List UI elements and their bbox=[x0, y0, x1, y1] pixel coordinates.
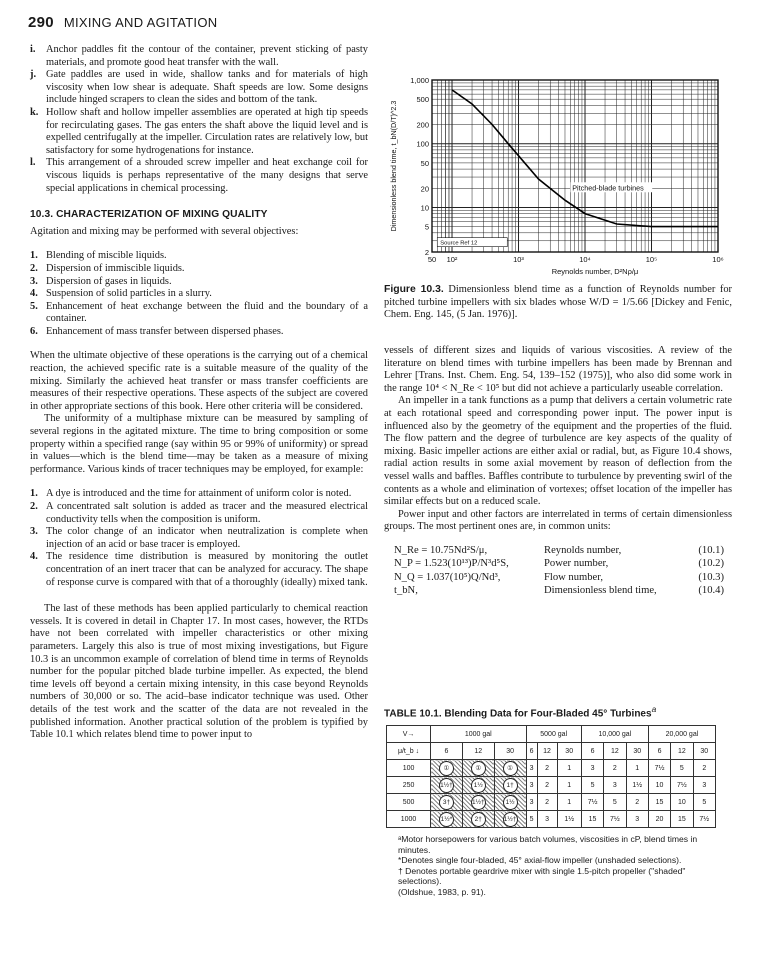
tracer-technique-marker: 4. bbox=[30, 551, 38, 563]
horsepower-cell: 2 bbox=[693, 760, 715, 777]
horsepower-cell bbox=[462, 794, 494, 811]
circled-value: 2† bbox=[471, 812, 486, 827]
tracer-technique-item bbox=[30, 488, 368, 501]
circled-value: ① bbox=[503, 761, 518, 776]
y-tick-label: 200 bbox=[416, 120, 429, 130]
y-tick-label: 50 bbox=[420, 158, 429, 168]
horsepower-cell: 5 bbox=[526, 811, 537, 828]
x-tick-label: 10⁴ bbox=[579, 255, 591, 264]
objective-marker: 4. bbox=[30, 288, 38, 300]
horsepower-cell bbox=[462, 811, 494, 828]
equation-name: Flow number, bbox=[544, 571, 604, 583]
objective-marker: 5. bbox=[30, 300, 38, 312]
horsepower-cell: 2 bbox=[537, 794, 557, 811]
horsepower-cell: 15 bbox=[581, 811, 603, 828]
equation-number: (10.3) bbox=[698, 571, 724, 583]
blend-time-header: 30 bbox=[494, 743, 526, 760]
section-intro: Agitation and mixing may be performed with several objectives: bbox=[30, 225, 299, 237]
horsepower-cell bbox=[431, 811, 463, 828]
circled-value: 1½ bbox=[471, 778, 486, 793]
circled-value: 1† bbox=[503, 778, 518, 793]
paragraph-dimensionless-groups: Power input and other factors are interrelated in terms of certain dimensionless groups. The most pertinent ones are, in common units: bbox=[384, 508, 732, 533]
impeller-type-text: This arrangement of a shrouded screw impeller and heat exchange coil for viscous liquids is perhaps representative of the many designs that serve special applications in chemical processing. bbox=[46, 157, 368, 194]
horsepower-cell bbox=[462, 760, 494, 777]
impeller-type-text: Hollow shaft and hollow impeller assemblies are operated at high tip speeds for recirculating gases. The gas enters the shaft above the liquid level and is expelled centrifugally at the impeller. Circulation rates are relatively low, but satisfactory for some hydrogenations for instance. bbox=[46, 106, 368, 156]
horsepower-cell bbox=[462, 777, 494, 794]
paragraph-rtd: The last of these methods has been applied particularly to chemical reaction vessels. It is covered in detail in Chapter 17. In most cases, however, the RTDs have not been correlated with impeller characteristics or other mixing parameters. Largely this also is true of most mixing investigations, but Figure 10.3 is an uncommon example of correlation of blend time in terms of Reynolds number for the popular pitched blade turbine impeller. As expected, the blend time levels off beyond a certain mixing intensity, in this case beyond Reynolds numbers of 30,000 or so. The acid–base indicator technique was used. Other details of the test work and the scatter of the data are not revealed in the published information. Another practical solution of the problem is typified by Table 10.1 which relates blend time to power input to bbox=[30, 603, 368, 741]
horsepower-cell: 15 bbox=[671, 811, 693, 828]
volume-header: 20,000 gal bbox=[648, 726, 715, 743]
viscosity-cell: 250 bbox=[387, 777, 431, 794]
horsepower-cell: 7½ bbox=[604, 811, 626, 828]
circled-value: 1½† bbox=[503, 812, 518, 827]
objective-item bbox=[30, 276, 368, 289]
table-footnote: *Denotes single four-bladed, 45° axial-flow impeller (unshaded selections). bbox=[398, 855, 682, 866]
figure-caption-text: Dimensionless blend time as a function of Reynolds number for pitched turbine impellers with six blades whose W/D = 1/5.66 [Dickey and Fenic, Chem. Eng. 145, (5 Jan. 1976)]. bbox=[384, 284, 733, 321]
equation-number: (10.4) bbox=[698, 585, 724, 597]
x-tick-label: 10⁵ bbox=[645, 255, 658, 264]
horsepower-cell: 2 bbox=[537, 760, 557, 777]
circled-value: 1½ bbox=[503, 795, 518, 810]
circled-value: 1½* bbox=[439, 812, 454, 827]
objective-text: Blending of miscible liquids. bbox=[46, 250, 167, 262]
table-footnote: ᵃMotor horsepowers for various batch volumes, viscosities in cP, blend times in minutes. bbox=[398, 834, 698, 855]
blend-time-header: 12 bbox=[537, 743, 557, 760]
horsepower-cell: 7½ bbox=[671, 777, 693, 794]
blend-time-header: 12 bbox=[671, 743, 693, 760]
figure-10-3 bbox=[384, 72, 732, 282]
horsepower-cell: 1½ bbox=[626, 777, 648, 794]
y-tick-label: 20 bbox=[420, 184, 429, 194]
page-number: 290 bbox=[28, 14, 54, 31]
blend-time-header: 30 bbox=[693, 743, 715, 760]
horsepower-cell: 1 bbox=[626, 760, 648, 777]
objective-item bbox=[30, 250, 368, 263]
equation-name: Reynolds number, bbox=[544, 544, 622, 556]
equation-number: (10.1) bbox=[698, 544, 724, 556]
circled-value: 1½† bbox=[471, 795, 486, 810]
objective-text: Dispersion of gases in liquids. bbox=[46, 275, 172, 287]
table-header-volumes bbox=[387, 726, 716, 743]
horsepower-cell: 5 bbox=[581, 777, 603, 794]
tracer-technique-text: The color change of an indicator when neutralization is complete when injection of an acid or base tracer is employed. bbox=[46, 526, 368, 550]
equation-row bbox=[394, 584, 732, 598]
table-10-1 bbox=[384, 704, 732, 897]
y-axis-label: Dimensionless blend time, t_bN(D/T)^2.3 bbox=[389, 100, 398, 232]
equation-expression: N_Q = 1.037(10⁵)Q/Nd³, bbox=[394, 571, 501, 583]
tracer-technique-marker: 2. bbox=[30, 501, 38, 512]
paragraph-impeller-pump: An impeller in a tank functions as a pump that delivers a certain volumetric rate at each rotational speed and corresponding power input. The power input is influenced also by the geometry of the equipment and the properties of the fluid. The flow pattern and the degree of turbulence are key aspects of the quality of mixing. Basic impeller actions are either axial or radial, but, as Figure 10.4 shows, radial action results in some axial movement by reason of deflection from the vessel walls and baffles. Baffles contribute to turbulence by preventing swirl of the contents as a whole and elimination of vortexes; offset location of the impeller has similar effects but on a reduced scale. bbox=[384, 395, 732, 508]
objective-item bbox=[30, 263, 368, 276]
table-footnote: (Oldshue, 1983, p. 91). bbox=[398, 886, 486, 897]
circled-value: 1½† bbox=[439, 778, 454, 793]
impeller-type-list bbox=[30, 44, 368, 195]
table-footnotes bbox=[384, 834, 728, 897]
objective-item bbox=[30, 288, 368, 301]
horsepower-cell: 3 bbox=[604, 777, 626, 794]
horsepower-cell bbox=[494, 794, 526, 811]
horsepower-cell: 1 bbox=[557, 794, 581, 811]
blend-time-header: 30 bbox=[557, 743, 581, 760]
paragraph-ultimate-objective: When the ultimate objective of these operations is the carrying out of a chemical reaction, the achieved specific rate is a suitable measure of the quality of the mixing. Similarly the achieved heat transfer or mass transfer coefficients are measures of their respective operations. These aspects of the subject are covered in other appropriate sections of this book. Here other criteria will be considered. bbox=[30, 350, 368, 412]
horsepower-cell bbox=[431, 760, 463, 777]
circled-value: ① bbox=[439, 761, 454, 776]
horsepower-cell: 15 bbox=[648, 794, 670, 811]
running-header bbox=[28, 14, 217, 31]
figure-caption-label: Figure 10.3. bbox=[384, 284, 444, 295]
table-row bbox=[387, 760, 716, 777]
blend-time-header: 12 bbox=[462, 743, 494, 760]
tracer-technique-item bbox=[30, 526, 368, 551]
equations-block bbox=[384, 544, 732, 598]
impeller-type-marker: i. bbox=[30, 44, 36, 55]
impeller-type-text: Gate paddles are used in wide, shallow tanks and for materials of high viscosity when low shear is adequate. Shaft speeds are low. Some designs include hinged scrapers to clean the sides and bottom of the tank. bbox=[46, 69, 368, 106]
table-corner-viscosity: μ/t_b ↓ bbox=[387, 743, 431, 760]
blend-time-header: 6 bbox=[581, 743, 603, 760]
horsepower-cell: 3 bbox=[693, 777, 715, 794]
tracer-technique-text: A dye is introduced and the time for attainment of uniform color is noted. bbox=[46, 488, 352, 500]
horsepower-cell: 5 bbox=[693, 794, 715, 811]
horsepower-cell: 3 bbox=[626, 811, 648, 828]
table-title-sup: a bbox=[651, 704, 657, 714]
x-axis-label: Reynolds number, D²Nρ/μ bbox=[551, 267, 639, 276]
objective-text: Enhancement of heat exchange between the fluid and the boundary of a container. bbox=[46, 300, 368, 325]
equation-name: Dimensionless blend time, bbox=[544, 585, 657, 597]
impeller-type-item bbox=[30, 157, 368, 195]
table-row bbox=[387, 777, 716, 794]
running-title: MIXING AND AGITATION bbox=[63, 15, 218, 30]
objective-marker: 3. bbox=[30, 275, 38, 287]
equation-row bbox=[394, 571, 732, 585]
blend-time-chart bbox=[384, 72, 732, 282]
horsepower-cell bbox=[494, 777, 526, 794]
objectives-list bbox=[30, 250, 368, 338]
x-tick-label: 10² bbox=[446, 255, 458, 264]
tracer-technique-item bbox=[30, 501, 368, 526]
horsepower-cell bbox=[431, 794, 463, 811]
objective-item bbox=[30, 301, 368, 326]
horsepower-cell: 20 bbox=[648, 811, 670, 828]
horsepower-cell: 7½ bbox=[693, 811, 715, 828]
objective-marker: 1. bbox=[30, 250, 38, 262]
section-heading: 10.3. CHARACTERIZATION OF MIXING QUALITY bbox=[30, 209, 268, 221]
figure-caption bbox=[384, 284, 732, 322]
y-tick-label: 10 bbox=[420, 203, 429, 213]
equation-expression: N_P = 1.523(10¹³)P/N³d⁵S, bbox=[394, 558, 509, 570]
objective-marker: 2. bbox=[30, 262, 38, 274]
circled-value: 3† bbox=[439, 795, 454, 810]
horsepower-cell: 1½ bbox=[557, 811, 581, 828]
x-tick-label: 10³ bbox=[513, 255, 524, 264]
x-tick-label: 50 bbox=[427, 255, 437, 264]
circled-value: ① bbox=[471, 761, 486, 776]
table-row bbox=[387, 811, 716, 828]
viscosity-cell: 1000 bbox=[387, 811, 431, 828]
blend-time-header: 6 bbox=[431, 743, 463, 760]
tracer-technique-marker: 3. bbox=[30, 526, 38, 538]
impeller-type-text: Anchor paddles fit the contour of the container, prevent sticking of pasty materials, and promote good heat transfer with the wall. bbox=[46, 44, 368, 68]
y-tick-label: 1,000 bbox=[410, 76, 429, 85]
table-row bbox=[387, 794, 716, 811]
impeller-type-marker: l. bbox=[30, 157, 36, 169]
viscosity-cell: 500 bbox=[387, 794, 431, 811]
x-tick-label: 10⁶ bbox=[712, 255, 724, 264]
equation-number: (10.2) bbox=[698, 558, 724, 570]
table-title bbox=[384, 704, 732, 719]
horsepower-cell: 10 bbox=[648, 777, 670, 794]
objective-item bbox=[30, 326, 368, 339]
equation-expression: N_Re = 10.75Nd²S/μ, bbox=[394, 544, 488, 556]
horsepower-cell: 3 bbox=[526, 760, 537, 777]
table-corner-volume: V→ bbox=[387, 726, 431, 743]
horsepower-cell: 3 bbox=[526, 794, 537, 811]
tracer-technique-item bbox=[30, 551, 368, 589]
equation-expression: t_bN, bbox=[394, 585, 418, 597]
horsepower-cell bbox=[494, 760, 526, 777]
blend-time-header: 6 bbox=[648, 743, 670, 760]
paragraph-uniformity: The uniformity of a multiphase mixture can be measured by sampling of several regions in the agitated mixture. The time to bring composition or some property within a specified range (say within 95 or 99% of uniformity) or spread in values—which is the blend time—may be taken as a measure of mixing performance. Various kinds of tracer techniques may be employed, for example: bbox=[30, 413, 368, 475]
horsepower-cell: 1 bbox=[557, 760, 581, 777]
viscosity-cell: 100 bbox=[387, 760, 431, 777]
volume-header: 5000 gal bbox=[526, 726, 581, 743]
impeller-type-item bbox=[30, 107, 368, 157]
tracer-technique-text: A concentrated salt solution is added as tracer and the measured electrical conductivity tells when the composition is uniform. bbox=[46, 501, 368, 525]
impeller-type-marker: k. bbox=[30, 106, 39, 118]
curve-label: Pitched-blade turbines bbox=[572, 183, 644, 193]
y-tick-label: 2 bbox=[424, 248, 429, 257]
tracer-techniques-list bbox=[30, 488, 368, 589]
horsepower-cell bbox=[494, 811, 526, 828]
horsepower-cell: 2 bbox=[626, 794, 648, 811]
objective-text: Enhancement of mass transfer between dispersed phases. bbox=[46, 325, 284, 337]
tracer-technique-text: The residence time distribution is measured by monitoring the outlet concentration of an inert tracer that can be analyzed for accuracy. The shape of response curve is compared with that of a thoroughly (ideally) mixed tank. bbox=[46, 551, 368, 588]
y-tick-label: 5 bbox=[424, 222, 429, 232]
horsepower-cell: 7½ bbox=[648, 760, 670, 777]
left-column bbox=[30, 44, 368, 742]
tracer-technique-marker: 1. bbox=[30, 488, 38, 500]
blend-time-header: 12 bbox=[604, 743, 626, 760]
horsepower-cell: 3 bbox=[581, 760, 603, 777]
horsepower-cell: 5 bbox=[671, 760, 693, 777]
objective-text: Dispersion of immiscible liquids. bbox=[46, 262, 185, 274]
horsepower-cell: 10 bbox=[671, 794, 693, 811]
horsepower-cell: 2 bbox=[604, 760, 626, 777]
horsepower-cell bbox=[431, 777, 463, 794]
impeller-type-item bbox=[30, 44, 368, 69]
volume-header: 1000 gal bbox=[431, 726, 526, 743]
horsepower-cell: 3 bbox=[537, 811, 557, 828]
horsepower-cell: 3 bbox=[526, 777, 537, 794]
objective-marker: 6. bbox=[30, 325, 38, 337]
right-column bbox=[384, 345, 732, 598]
impeller-type-item bbox=[30, 69, 368, 107]
horsepower-cell: 7½ bbox=[581, 794, 603, 811]
y-tick-label: 100 bbox=[416, 139, 429, 149]
table-header-times bbox=[387, 743, 716, 760]
blend-time-header: 6 bbox=[526, 743, 537, 760]
equation-row bbox=[394, 557, 732, 571]
paragraph-blend-review: vessels of different sizes and liquids of various viscosities. A review of the literature on blend times with turbine impellers has been made by Brennan and Lehrer [Trans. Inst. Chem. Eng. 54, 139–152 (1975)], who also did some work in the range 10⁴ < N_Re < 10⁵ but did not achieve a particularly useable correlation. bbox=[384, 345, 732, 394]
table-footnote: † Denotes portable geardrive mixer with single 1.5-pitch propeller ("shaded" selections). bbox=[398, 865, 686, 887]
impeller-type-marker: j. bbox=[30, 69, 37, 81]
horsepower-cell: 1 bbox=[557, 777, 581, 794]
objective-text: Suspension of solid particles in a slurry. bbox=[46, 288, 212, 300]
equation-row bbox=[394, 544, 732, 558]
equation-name: Power number, bbox=[544, 558, 609, 570]
table-title-text: TABLE 10.1. Blending Data for Four-Bladed 45° Turbines bbox=[384, 708, 652, 720]
source-label: Source Ref 12 bbox=[440, 240, 478, 247]
volume-header: 10,000 gal bbox=[581, 726, 648, 743]
y-tick-label: 500 bbox=[416, 95, 429, 105]
horsepower-cell: 2 bbox=[537, 777, 557, 794]
blend-time-header: 30 bbox=[626, 743, 648, 760]
horsepower-cell: 5 bbox=[604, 794, 626, 811]
blending-data-table bbox=[386, 725, 716, 828]
